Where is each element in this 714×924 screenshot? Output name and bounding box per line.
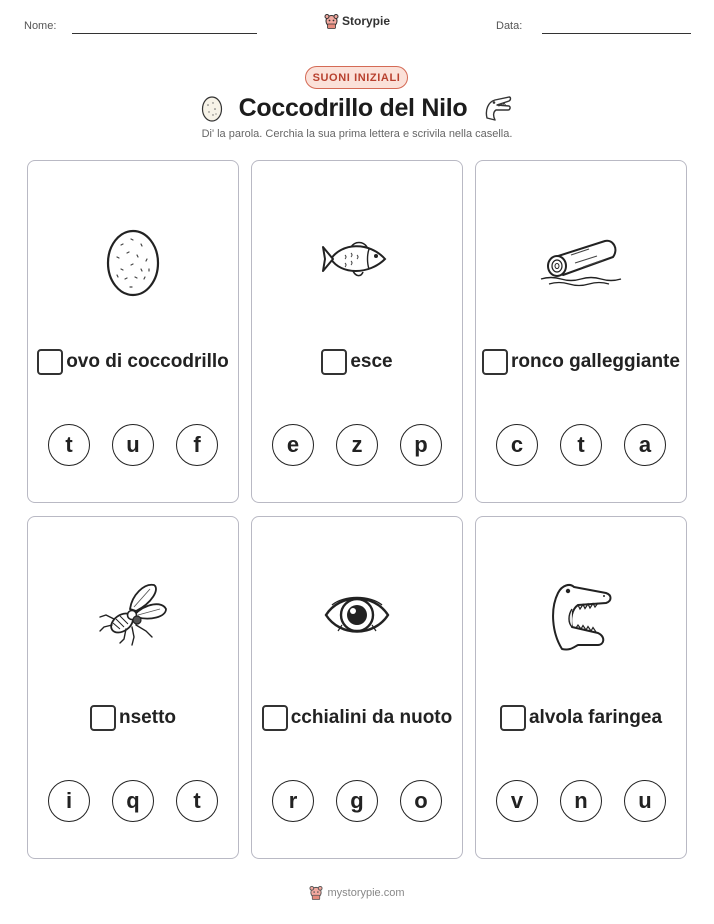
date-line[interactable]	[542, 33, 691, 34]
word-3: ronco galleggiante	[511, 351, 680, 372]
word-row-2	[252, 349, 462, 375]
choice-3-b[interactable]: t	[560, 424, 602, 466]
name-label: Nome:	[24, 20, 57, 32]
date-label: Data:	[496, 20, 523, 32]
choices-4	[28, 780, 238, 822]
category-badge: SUONI INIZIALI	[305, 66, 408, 89]
crocodile-head-icon	[483, 94, 513, 122]
egg-icon	[103, 225, 163, 297]
storypie-mascot-icon	[309, 885, 323, 900]
word-row-3	[476, 349, 686, 375]
card-6	[475, 516, 687, 859]
eye-icon	[322, 585, 392, 645]
card-3	[475, 160, 687, 503]
letter-box[interactable]	[500, 705, 526, 731]
word-5: cchialini da nuoto	[290, 707, 453, 728]
brand-name: Storypie	[341, 14, 390, 28]
choice-6-b[interactable]: n	[560, 780, 602, 822]
choices-1	[28, 424, 238, 466]
word-row-6	[476, 705, 686, 731]
choice-4-a[interactable]: i	[48, 780, 90, 822]
instructions: Di' la parola. Cerchia la sua prima lettera e scrivila nella casella.	[201, 128, 513, 140]
choice-3-a[interactable]: c	[496, 424, 538, 466]
letter-box[interactable]	[482, 349, 508, 375]
brand-logo	[0, 13, 714, 29]
footer-url[interactable]: mystorypie.com	[327, 886, 405, 899]
word-1: ovo di coccodrillo	[66, 351, 229, 372]
choice-5-a[interactable]: r	[272, 780, 314, 822]
crocodile-mouth-icon	[548, 579, 614, 655]
choice-3-c[interactable]: a	[624, 424, 666, 466]
choice-2-b[interactable]: z	[336, 424, 378, 466]
egg-icon	[201, 94, 223, 122]
letter-box[interactable]	[321, 349, 347, 375]
card-4	[27, 516, 239, 859]
footer	[0, 885, 714, 900]
choice-5-c[interactable]: o	[400, 780, 442, 822]
choice-6-c[interactable]: u	[624, 780, 666, 822]
choices-5	[252, 780, 462, 822]
word-row-5	[252, 705, 462, 731]
title-row	[0, 90, 714, 126]
choice-1-c[interactable]: f	[176, 424, 218, 466]
storypie-mascot-icon	[324, 13, 339, 29]
choices-2	[252, 424, 462, 466]
letter-box[interactable]	[37, 349, 63, 375]
choice-4-b[interactable]: q	[112, 780, 154, 822]
word-row-1	[28, 349, 238, 375]
letter-box[interactable]	[262, 705, 288, 731]
choice-6-a[interactable]: v	[496, 780, 538, 822]
choice-4-c[interactable]: t	[176, 780, 218, 822]
choice-2-a[interactable]: e	[272, 424, 314, 466]
card-5	[251, 516, 463, 859]
fly-icon	[96, 579, 170, 653]
log-icon	[539, 235, 623, 287]
word-4: nsetto	[119, 707, 176, 728]
card-1	[27, 160, 239, 503]
name-line[interactable]	[72, 33, 257, 34]
choices-3	[476, 424, 686, 466]
choice-1-a[interactable]: t	[48, 424, 90, 466]
choices-6	[476, 780, 686, 822]
choice-5-b[interactable]: g	[336, 780, 378, 822]
choice-2-c[interactable]: p	[400, 424, 442, 466]
choice-1-b[interactable]: u	[112, 424, 154, 466]
page-title: Coccodrillo del Nilo	[238, 93, 468, 122]
fish-icon	[321, 237, 393, 281]
word-6: alvola faringea	[528, 707, 663, 728]
word-2: esce	[350, 351, 393, 372]
word-row-4	[28, 705, 238, 731]
card-2	[251, 160, 463, 503]
letter-box[interactable]	[90, 705, 116, 731]
